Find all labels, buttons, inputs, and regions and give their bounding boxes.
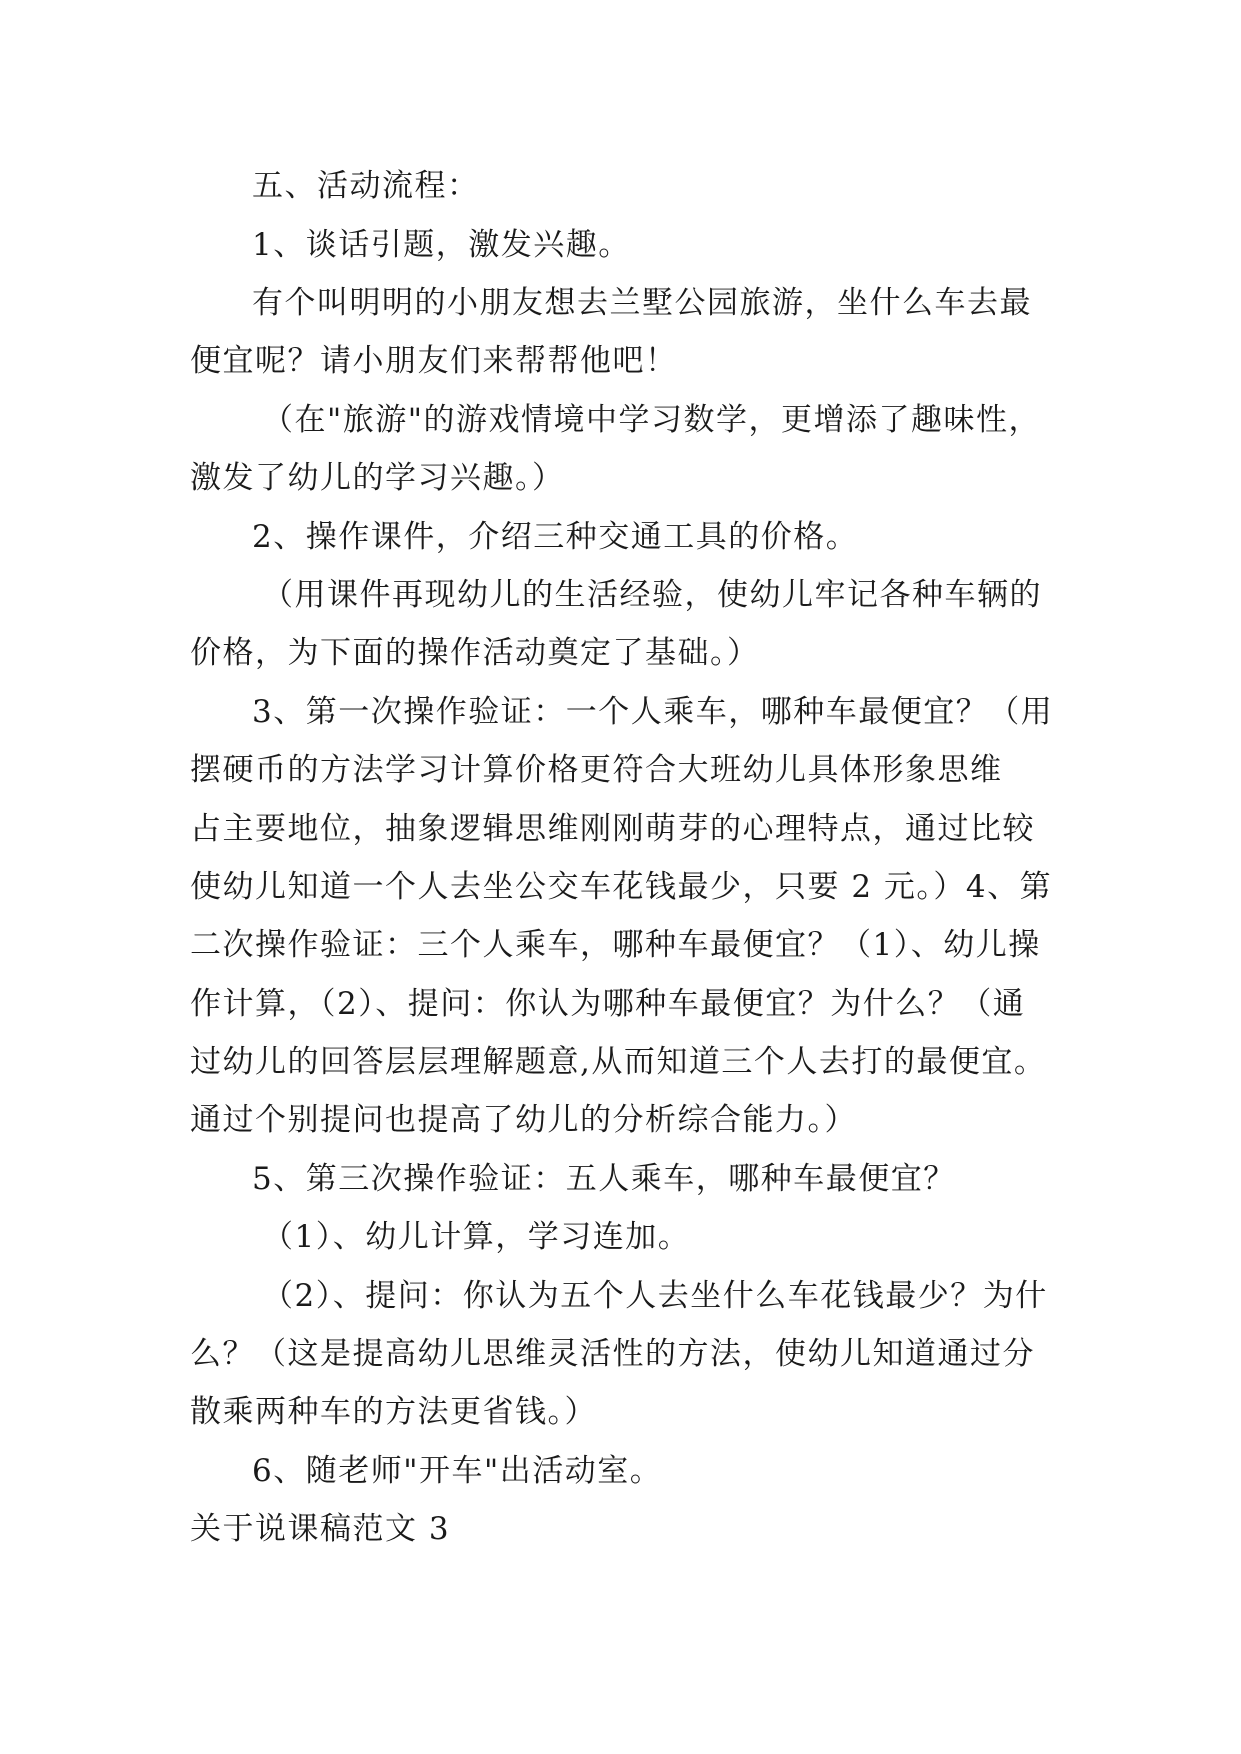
paragraph-line: 便宜呢？请小朋友们来帮帮他吧！ xyxy=(190,343,678,379)
step-5-heading: 5、第三次操作验证：五人乘车，哪种车最便宜？ xyxy=(252,1161,956,1197)
paragraph-line: 么？（这是提高幼儿思维灵活性的方法，使幼儿知道通过分 xyxy=(190,1336,1035,1372)
paragraph-line: 占主要地位，抽象逻辑思维刚刚萌芽的心理特点，通过比较 xyxy=(190,811,1035,847)
paragraph-line: 通过个别提问也提高了幼儿的分析综合能力。） xyxy=(190,1102,857,1138)
paragraph-line: 有个叫明明的小朋友想去兰墅公园旅游，坐什么车去最 xyxy=(252,285,1032,321)
step-6-heading: 6、随老师"开车"出活动室。 xyxy=(252,1453,663,1489)
step-3-heading: 3、第一次操作验证：一个人乘车，哪种车最便宜？（用 xyxy=(252,694,1054,730)
paragraph-line: 作计算，（2）、提问：你认为哪种车最便宜？为什么？（通 xyxy=(190,986,1026,1022)
section-heading: 五、活动流程： xyxy=(252,168,480,204)
paragraph-line: 过幼儿的回答层层理解题意,从而知道三个人去打的最便宜。 xyxy=(190,1044,1047,1080)
paragraph-line: 散乘两种车的方法更省钱。） xyxy=(190,1394,597,1430)
paragraph-line: 价格，为下面的操作活动奠定了基础。） xyxy=(190,635,760,671)
paragraph-line: （用课件再现幼儿的生活经验，使幼儿牢记各种车辆的 xyxy=(262,577,1042,613)
paragraph-line: 激发了幼儿的学习兴趣。） xyxy=(190,460,565,496)
paragraph-line: （2）、提问：你认为五个人去坐什么车花钱最少？为什 xyxy=(262,1278,1048,1314)
next-section-title: 关于说课稿范文 3 xyxy=(190,1511,451,1547)
paragraph-line: 使幼儿知道一个人去坐公交车花钱最少，只要 2 元。）4、第 xyxy=(190,869,1053,905)
paragraph-line: 二次操作验证：三个人乘车，哪种车最便宜？（1）、幼儿操 xyxy=(190,927,1041,963)
paragraph-line: 摆硬币的方法学习计算价格更符合大班幼儿具体形象思维 xyxy=(190,752,1003,788)
paragraph-line: （在"旅游"的游戏情境中学习数学，更增添了趣味性， xyxy=(262,402,1042,438)
step-1-heading: 1、谈话引题，激发兴趣。 xyxy=(252,227,631,263)
step-2-heading: 2、操作课件，介绍三种交通工具的价格。 xyxy=(252,519,859,555)
paragraph-line: （1）、幼儿计算，学习连加。 xyxy=(262,1219,691,1255)
